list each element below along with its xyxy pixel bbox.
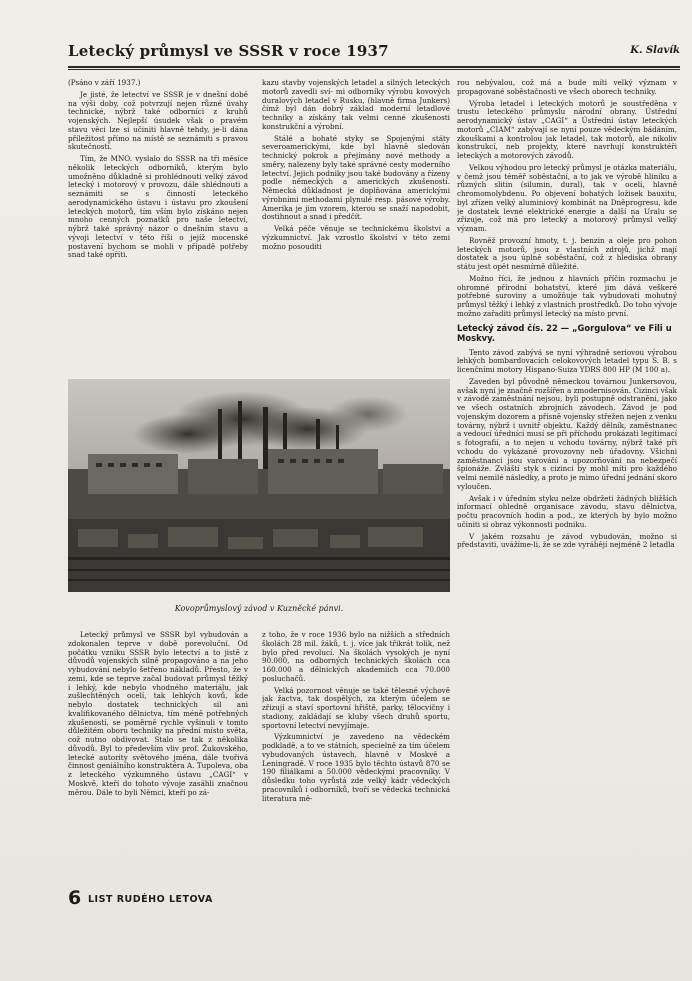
paragraph: Letecký průmysl ve SSSR byl vybudován a zdokonalen teprve v době porevoluční. Od počátku vzniku SSSR bylo letectví a to jistě z důvodů vojenských silně propagováno a na jeho vybudování nebylo šetřeno nákladů. Přesto, že v zemi, kde se teprve začal budovat průmysl těžký i lehký, kde nebylo vhodného materiálu, jak zušlechtěných ocelí, tak lehkých kovů, kde nebylo dostatek technických sil ani kvalifikovaného dělnictva, tím méně potřebných zkušeností, se poměrně rychle vyšinuli v tomto důležitém oboru techniky na přední místo světa, což nutno obdivovat. Stalo se tak z několika důvodů. Byl to především vliv prof. Žukovského, letecké autority světového jména, dále tvořivá činnost geniálního konstruktéra A. Tupoleva, oba z leteckého výzkumného ústavu „CAGI“ v Moskvě, kteří do tohoto vývoje zasáhli značnou měrou. Dále to byli Němci, kteří po zá- — [68, 631, 248, 797]
paragraph: Avšak i v úředním styku nelze obdržeti žádných bližších informací ohledně organisace závodu, stavu dělnictva, počtu pracovních hodin a pod., ze kterých by bylo možno učiniti si obraz výkonnosti podniku. — [457, 493, 677, 529]
article-author: K. Slavík — [630, 45, 680, 56]
text-column-3 — [457, 79, 677, 969]
paragraph: V jakém rozsahu je závod vybudován, možno si představiti, uvážíme-li, že se zde vyrábějí nejméně 2 letadla — [457, 531, 677, 550]
page-footer — [68, 887, 368, 910]
paragraph: rou nebývalou, což má a bude míti velký význam v propagované soběstačnosti ve všech oborech techniky. — [457, 79, 677, 96]
paragraph: Tím, že MNO. vyslalo do SSSR na tři měsíce několik leteckých odborníků, kterým bylo umožněno důkladně si prohlédnouti velký závod letecký i motorový v provozu, dále shlédnouti a seznámiti se s činností leteckého aerodynamického ústavu i ústavu pro zkoušení leteckých motorů, tím vším bylo získáno nejen mnoho cenných poznatků pro naše letectví, nýbrž také správný názor o dnešním stavu a vývoji letectví v této říši o jejíž mocenské postavení bychom se mohli v případě potřeby snad také opříti. — [68, 154, 248, 260]
paragraph: Možno říci, že jednou z hlavních příčin rozmachu je ohromné přírodní bohatství, které jim dává veškeré potřebné suroviny a umožňuje tak vybudovati mohutný průmysl těžký i lehký z vlastních prostředků. Do toho vývoje možno zařaditi průmysl letecký na místo první. — [457, 273, 677, 318]
text-column-1 — [68, 79, 248, 372]
dateline: (Psáno v září 1937.) — [68, 79, 141, 87]
page-number: 6 — [68, 887, 82, 909]
paragraph: Zaveden byl původně německou továrnou Junkersovou, avšak nyní je značně rozšířen a zmodernisován. Cizinci však v závodě zaměstnání nejsou, byli postupně odstraněni, jako ve všech ostatních zbrojních závodech. Závod je pod vojenským dozorem a přísně vojensky střežen nejen z venku továrny, nýbrž i uvnitř objektu. Každý dělník, zaměstnanec a vedoucí úředníci musí se při příchodu prokázati legitimací s fotografií, a to nejen u vchodu továrny, nýbrž také při vchodu do vykázané provozovny neb úřadovny. Všichni zaměstnanci jsou varováni a upozorňováni na nebezpečí špionáže. Zvláští styk s cizinci by mohl míti pro každého velmi nemilé následky, a proto je mimo úřední jednání skoro vyloučen. — [457, 376, 677, 491]
paragraph: Velkou výhodou pro letecký průmysl je otázka materiálu, v čemž jsou téměř soběstační, a to jak ve výrobě hliníku a různých slitin (silumin, dural), tak v ocelí, hlavně chromomolybdenu. Po objevení bohatých ložisek bauxitu, byl zřízen velký aluminiový kombinát na Dněprogresu, kde je dostatek levné elektrické energie a další na Uralu se zřizuje, což má pro letecký a motorový průmysl velký význam. — [457, 162, 677, 233]
paragraph: Výzkumnictví je zavedeno na vědeckém podkladě, a to ve státních, specielně za tím účelem vybudovaných ústavech, hlavně v Moskvě a Leningradě. V roce 1935 bylo těchto ústavů 870 se 190 filiálkami a 50.000 vědeckými pracovníky. V důsledku toho vyrůstá zde velký kádr vědeckých pracovníků i odborníků, tvoří se vědecká technická literatura mě- — [262, 732, 450, 803]
paragraph: Tento závod zabývá se nyní výhradně seriovou výrobou lehkých bombardovacích celokovových letadel typu S. B. s licenčními motory Hispano-Suiza YDRS 800 HP (M 100 a). — [457, 347, 677, 374]
text-column-2 — [262, 79, 450, 372]
paragraph: Je jisté, že letectví ve SSSR je v dnešní době na výši doby, což potvrzují nejen různé úvahy technické, nýbrž také odborníci z kruhů vojenských. Nejlepší úsudek však o pravém stavu věci lze si učiniti hlavně tehdy, je-li dána příležitost přímo na místě se seznámiti s pravou skutečností. — [68, 89, 248, 152]
paragraph: kazu stavby vojenských letadel a silných leteckých motorů zavedli sví- mi odborníky výrobu kovových duralových letadel v Rusku, (hlavně firma Junkers) čímž byl dán dobrý základ moderní letadlové techniky a získány tak velmi cenné zkušenosti konstrukční a výrobní. — [262, 79, 450, 131]
section-heading: Letecký závod čís. 22 — „Gorgulova“ ve Fili u Moskvy. — [457, 322, 672, 343]
paragraph: Rovněž provozní hmoty, t. j. benzin a oleje pro pohon leteckých motorů, jsou z vlastních zdrojů, jichž mají dostatek a jsou úplně soběstační, což z hlediska obrany státu jest opět nesmírně důležité. — [457, 235, 677, 271]
article-title: Letecký průmysl ve SSSR v roce 1937 — [68, 42, 389, 60]
paragraph: Velká péče věnuje se technickému školství a výzkumnictví. Jak vzrostlo školství v této zemi možno posouditi — [262, 224, 450, 251]
paragraph: Stálé a bohaté styky se Spojenými státy severoamerickými, kde byl hlavně sledován technický pokrok a přejímány nové methody a směry, nalezeny byly také správné cesty moderního letectví. Jejich podniky jsou také budovány a řízeny podle německých a amerických zkušeností. Německá důkladnost je doplňována americkými výrobními methodami plynulé resp. pásové výroby. Amerika je jim vzorem, kterou se snaží napodobit, dostihnout a snad i předčít. — [262, 133, 450, 222]
article-header — [68, 40, 680, 64]
paragraph: Velká pozornost věnuje se také tělesné výchově jak žactva, tak dospělých, za kterým účelem se zřizují a staví sportovní hřiště, parky, tělocvičny i stadiony, zakládají se kluby všech druhů sportu, sportovní letectví nevyjímaje. — [262, 685, 450, 730]
text-column-4 — [68, 631, 248, 871]
factory-photo — [68, 379, 450, 592]
factory-illustration — [68, 379, 450, 592]
header-rule — [68, 66, 680, 68]
text-column-5 — [262, 631, 450, 871]
paragraph: Výroba letadel i leteckých motorů je soustředěna v trustu leteckého průmyslu národní obrany. Ústřední aerodynamický ústav „CAGI“ a Ústřední ústav leteckých motorů „CIAM“ zabývají se nyní pouze vědeckým bádáním, zkouškami a kontrolou jak letadel, tak motorů, ale nikoliv konstrukcí, neb projekty, které navrhují konstruktéři leteckých a motorových závodů. — [457, 98, 677, 160]
photo-caption: Kovoprůmyslový závod v Kuzněcké pánvi. — [174, 604, 344, 613]
magazine-name: LIST RUDÉHO LETOVA — [88, 894, 213, 905]
header-rule-thin — [68, 69, 680, 70]
paragraph: z toho, že v roce 1936 bylo na nižších a středních školách 28 mil. žáků, t. j. více jak třikrát tolik, než bylo před revolucí. Na školách vysokých je nyní 90.000, na odborných technických školách cca 160.000 a dělnických akademiích cca 70.000 posluchačů. — [262, 631, 450, 683]
